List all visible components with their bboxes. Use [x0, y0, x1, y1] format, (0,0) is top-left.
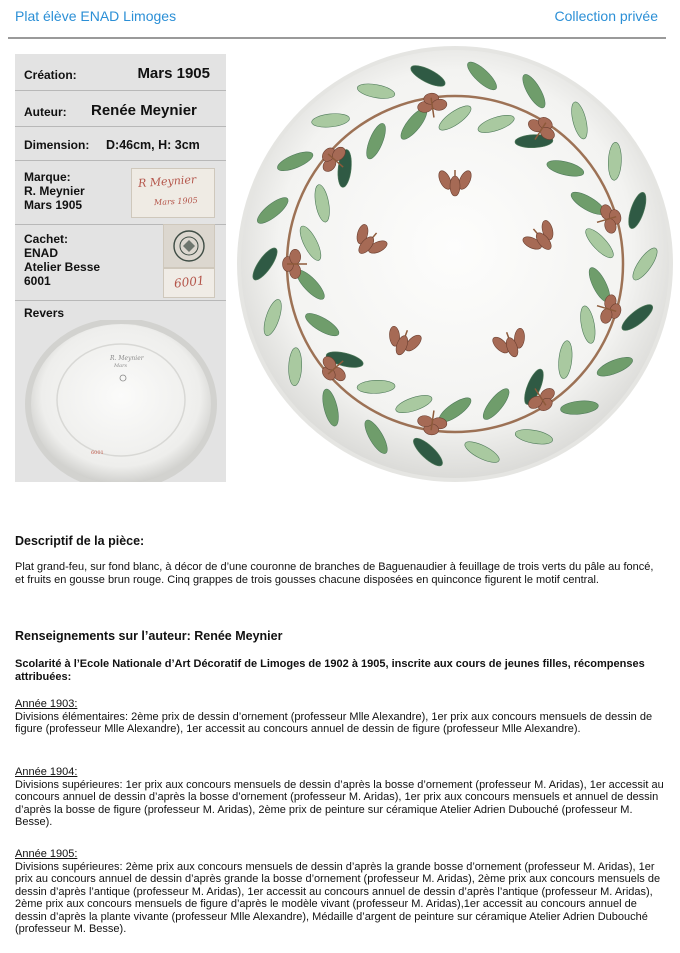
- svg-text:R. Meynier: R. Meynier: [110, 355, 144, 362]
- marque-line-2: Mars 1905: [24, 198, 83, 212]
- cachet-number-script: 6001: [173, 273, 206, 291]
- year-heading: Année 1904:: [15, 766, 78, 778]
- creation-value: Mars 1905: [137, 65, 210, 82]
- dimension-label: Dimension:: [24, 138, 90, 152]
- svg-text:6001: 6001: [91, 450, 104, 456]
- cachet-number-photo: [163, 268, 215, 298]
- plate-photo: [236, 44, 674, 484]
- descriptif-text: Plat grand-feu, sur fond blanc, à décor de d’une couronne de branches de Baguenaudier à feuillage de trois verts du pâle au foncé, et fruits en gousse brun rouge. Cinq grappes de trois gousses chacune disposées en quinconce figurent le motif central.: [15, 561, 654, 586]
- svg-text:Mars: Mars: [114, 363, 128, 369]
- descriptif-title: Descriptif de la pièce:: [15, 534, 145, 548]
- year-block-1903: [15, 698, 665, 736]
- marque-label: Marque:: [24, 170, 71, 184]
- divider: [15, 126, 226, 127]
- year-text: Divisions supérieures: 2ème prix aux concours mensuels de dessin d’après la grande bosse d’ornement (professeur M. Aridas), 1er prix au concours annuel de dessin d’après grande la bosse d’ornement (professeur M. Aridas), 2ème prix aux concours mensuels de dessin d’après l’antique (professeur M. Aridas), 1er accessit au concours annuel de dessin d’après l’antique (professeur M. Aridas), 2ème prix aux concours mensuels de figure d’après le modèle vivant (professeur M. Aridas),1er accessit au concours annuel de dessin d’après la plante vivante (professeur Mlle Alexandre), Médaille d’argent de peinture sur céramique Atelier Adrien Dubouché (professeur M. Besse).: [15, 860, 661, 935]
- year-block-1905: [15, 848, 665, 936]
- marque-script-line-2: Mars 1905: [153, 195, 199, 208]
- revers-photo: [15, 320, 226, 482]
- cachet-line-2: Atelier Besse: [24, 260, 101, 274]
- year-heading: Année 1903:: [15, 698, 78, 710]
- auteur-value: Renée Meynier: [91, 102, 197, 119]
- scolarite-text: Scolarité à l’Ecole Nationale d’Art Décoratif de Limoges de 1902 à 1905, inscrite aux cours de jeunes filles, récompenses attribuées:: [15, 658, 645, 683]
- year-block-1904: [15, 766, 665, 829]
- divider: [15, 160, 226, 161]
- auteur-label: Auteur:: [24, 105, 67, 119]
- cachet-line-1: ENAD: [24, 246, 59, 260]
- divider: [15, 90, 226, 91]
- year-text: Divisions élémentaires: 2ème prix de dessin d’ornement (professeur Mlle Alexandre), 1er prix aux concours mensuels de dessin de figure (professeur Mlle Alexandre), 1er accessit au concours annuel de dessin de figure (professeur Mlle Alexandre).: [15, 710, 653, 735]
- divider: [15, 300, 226, 301]
- header-title: Plat élève ENAD Limoges: [15, 8, 177, 24]
- year-heading: Année 1905:: [15, 848, 78, 860]
- stamp-icon: [164, 225, 214, 267]
- revers-label: Revers: [24, 306, 65, 320]
- year-text: Divisions supérieures: 1er prix aux concours mensuels de dessin d’après la bosse d’ornement (professeur M. Aridas), 1er accessit au concours annuel de dessin d’après la bosse d’ornement (professeur M. Aridas), 1er prix aux concours mensuels et annuel de dessin d’après la bosse de figure (professeur M. Aridas), 2ème prix de peinture sur céramique Atelier Adrien Dubouché (professeur M. Besse).: [15, 778, 664, 828]
- header-divider: [8, 37, 666, 39]
- info-panel: [15, 54, 226, 482]
- marque-script-line-1: R Meynier: [137, 172, 197, 191]
- cachet-line-3: 6001: [24, 274, 51, 288]
- marque-line-1: R. Meynier: [24, 184, 85, 198]
- dimension-value: D:46cm, H: 3cm: [106, 138, 200, 152]
- header-collection: Collection privée: [554, 8, 658, 24]
- cachet-stamp-photo: [163, 224, 215, 268]
- auteur-section-title: Renseignements sur l’auteur: Renée Meynier: [15, 629, 283, 643]
- creation-label: Création:: [24, 68, 77, 82]
- page-header: [0, 0, 680, 38]
- cachet-label: Cachet:: [24, 232, 69, 246]
- marque-photo: [131, 168, 215, 218]
